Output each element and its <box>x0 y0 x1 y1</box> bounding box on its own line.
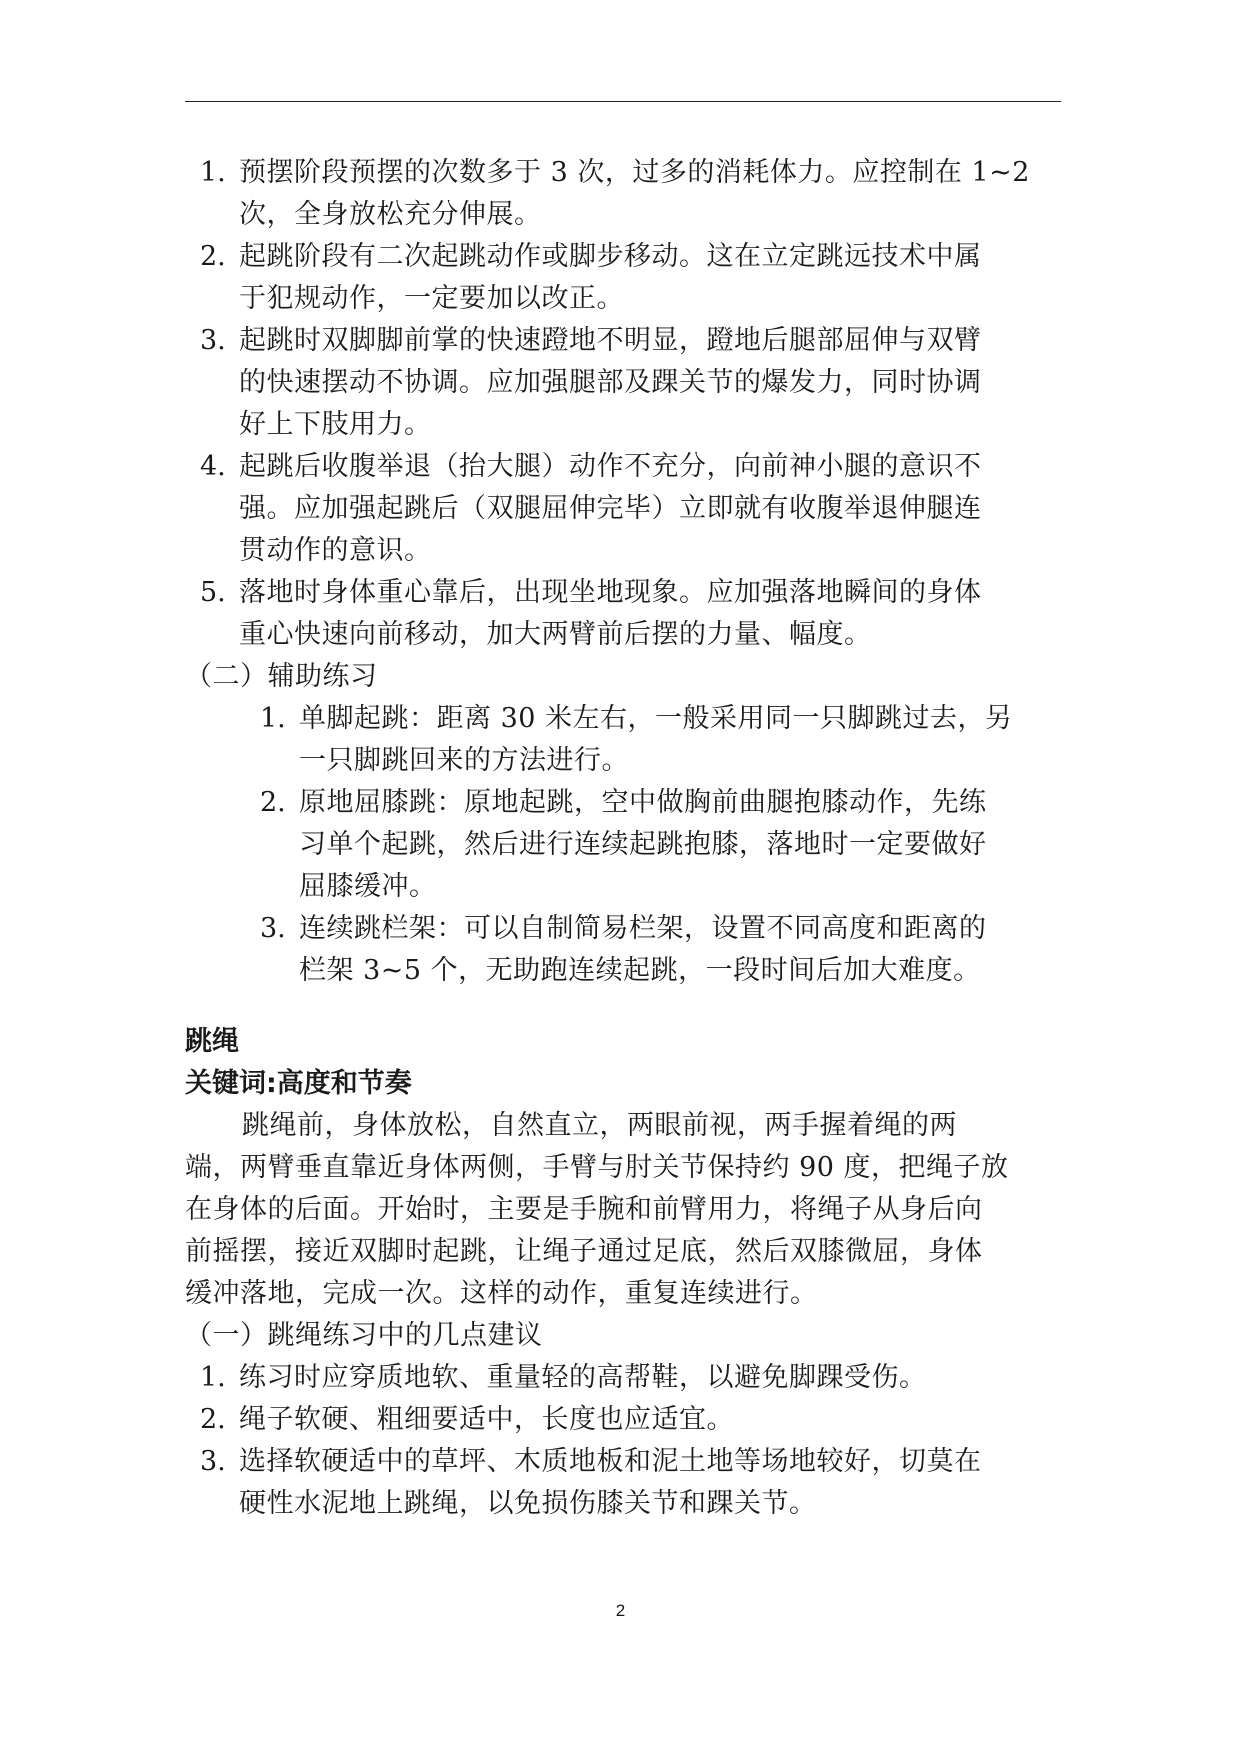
list-item-text: 贯动作的意识。 <box>239 535 432 566</box>
list-item-text: 选择软硬适中的草坪、木质地板和泥土地等场地较好，切莫在 <box>239 1446 982 1477</box>
paragraph-line: 端，两臂垂直靠近身体两侧，手臂与肘关节保持约 90 度，把绳子放 <box>185 1152 1009 1183</box>
list-item-number: 1. <box>200 157 226 188</box>
list-item-number: 3. <box>200 1446 226 1477</box>
list-item-text: 于犯规动作，一定要加以改正。 <box>239 283 624 314</box>
list-item-text: 次，全身放松充分伸展。 <box>239 199 542 230</box>
list-item-number: 2. <box>200 1404 226 1435</box>
list-item-number: 1. <box>260 703 286 734</box>
list-item-text: 起跳时双脚脚前掌的快速蹬地不明显，蹬地后腿部屈伸与双臂 <box>239 325 982 356</box>
list-item-text: 单脚起跳：距离 30 米左右，一般采用同一只脚跳过去，另 <box>299 703 1013 734</box>
paragraph-line: 前摇摆，接近双脚时起跳，让绳子通过足底，然后双膝微屈，身体 <box>185 1236 983 1267</box>
section-heading: 跳绳 <box>185 1026 239 1057</box>
list-item-text: 强。应加强起跳后（双腿屈伸完毕）立即就有收腹举退伸腿连 <box>239 493 982 524</box>
list-item-text: 的快速摆动不协调。应加强腿部及踝关节的爆发力，同时协调 <box>239 367 982 398</box>
list-item-text: 屈膝缓冲。 <box>299 871 437 902</box>
list-item-text: 一只脚跳回来的方法进行。 <box>299 745 629 776</box>
list-item-text: 连续跳栏架：可以自制简易栏架，设置不同高度和距离的 <box>299 913 987 944</box>
paragraph-line: 在身体的后面。开始时，主要是手腕和前臂用力，将绳子从身后向 <box>185 1194 983 1225</box>
list-item-text: 硬性水泥地上跳绳，以免损伤膝关节和踝关节。 <box>239 1488 817 1519</box>
list-item-number: 4. <box>200 451 226 482</box>
list-item-number: 2. <box>200 241 226 272</box>
list-item-text: 预摆阶段预摆的次数多于 3 次，过多的消耗体力。应控制在 1~2 <box>239 157 1030 188</box>
paragraph-line: 缓冲落地，完成一次。这样的动作，重复连续进行。 <box>185 1278 818 1309</box>
list-item-text: 练习时应穿质地软、重量轻的高帮鞋，以避免脚踝受伤。 <box>239 1362 927 1393</box>
list-item-text: 原地屈膝跳：原地起跳，空中做胸前曲腿抱膝动作，先练 <box>299 787 987 818</box>
list-item-text: 重心快速向前移动，加大两臂前后摆的力量、幅度。 <box>239 619 872 650</box>
list-item-text: 起跳后收腹举退（抬大腿）动作不充分，向前神小腿的意识不 <box>239 451 982 482</box>
paragraph-line: 跳绳前，身体放松，自然直立，两眼前视，两手握着绳的两 <box>242 1110 957 1141</box>
list-item-text: 习单个起跳，然后进行连续起跳抱膝，落地时一定要做好 <box>299 829 987 860</box>
page-number: 2 <box>615 1601 626 1620</box>
list-item-text: 起跳阶段有二次起跳动作或脚步移动。这在立定跳远技术中属 <box>239 241 982 272</box>
list-item-text: 落地时身体重心靠后，出现坐地现象。应加强落地瞬间的身体 <box>239 577 982 608</box>
subsection-title: （一）跳绳练习中的几点建议 <box>185 1320 543 1351</box>
header-rule <box>185 101 1061 102</box>
list-item-text: 好上下肢用力。 <box>239 409 432 440</box>
list-item-number: 2. <box>260 787 286 818</box>
list-item-number: 3. <box>200 325 226 356</box>
list-item-number: 3. <box>260 913 286 944</box>
list-item-text: 栏架 3~5 个，无助跑连续起跳，一段时间后加大难度。 <box>299 955 981 986</box>
section-title: （二）辅助练习 <box>185 661 378 692</box>
list-item-number: 1. <box>200 1362 226 1393</box>
list-item-text: 绳子软硬、粗细要适中，长度也应适宜。 <box>239 1404 734 1435</box>
keywords-heading: 关键词:高度和节奏 <box>185 1068 412 1099</box>
list-item-number: 5. <box>200 577 226 608</box>
